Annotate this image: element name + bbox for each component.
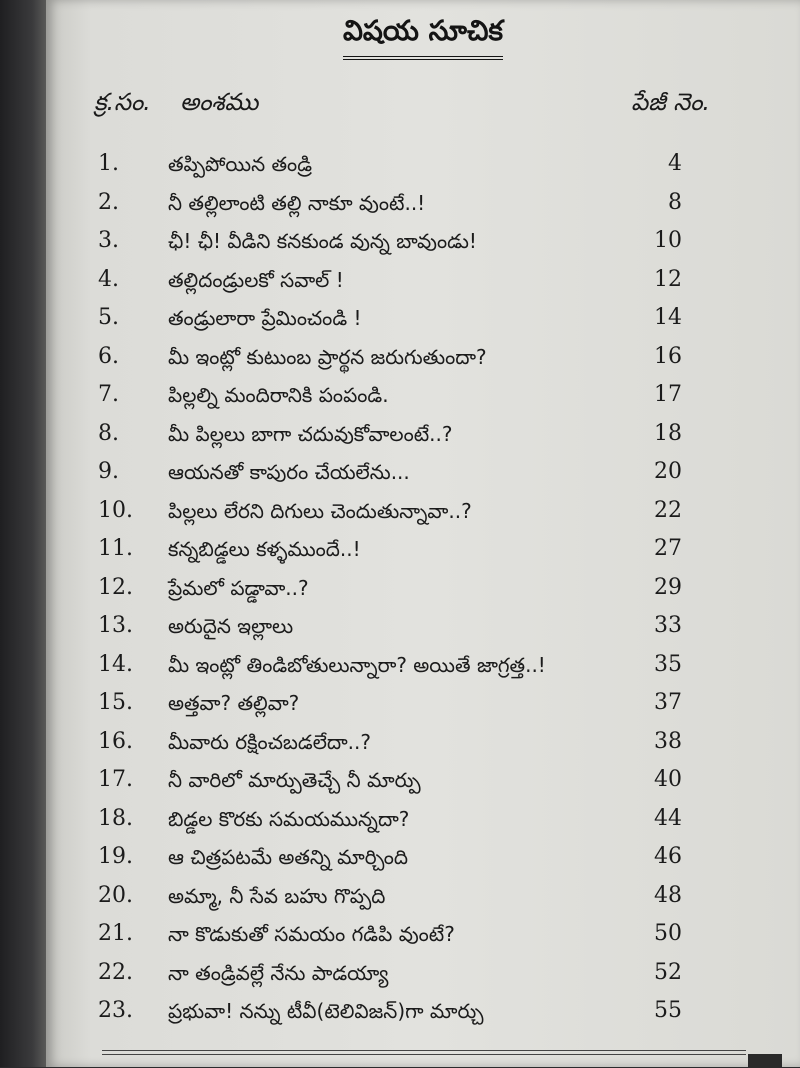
entry-page-number: 22 xyxy=(654,497,682,523)
entry-number: 13. xyxy=(98,613,133,638)
entry-page-number: 38 xyxy=(654,728,682,754)
entry-page-number: 4 xyxy=(668,151,682,176)
entry-page-number: 27 xyxy=(654,536,682,561)
entry-number: 5. xyxy=(98,305,119,330)
entry-page-number: 40 xyxy=(654,767,682,792)
entry-number: 12. xyxy=(98,574,133,600)
page-header xyxy=(46,14,800,60)
entry-topic: పిల్లల్ని మందిరానికి పంపండి. xyxy=(168,383,389,407)
entry-topic: నా కొడుకుతో సమయం గడిపి వుంటే? xyxy=(168,922,455,946)
entry-number: 15. xyxy=(98,690,133,715)
contents-row xyxy=(46,761,800,800)
contents-row xyxy=(46,299,800,338)
entry-number: 14. xyxy=(98,651,133,677)
entry-page-number: 20 xyxy=(654,459,682,484)
entry-page-number: 12 xyxy=(654,266,682,292)
book-page xyxy=(46,0,800,1067)
contents-row xyxy=(46,607,800,646)
entry-number: 21. xyxy=(98,921,133,946)
contents-row xyxy=(46,492,800,531)
entry-topic: అమ్మా, నీ సేవ బహు గొప్పది xyxy=(168,883,386,908)
contents-row xyxy=(46,684,800,723)
entry-page-number: 35 xyxy=(654,651,682,677)
entry-number: 17. xyxy=(98,767,133,792)
entry-number: 22. xyxy=(98,959,133,985)
entry-topic: పిల్లలు లేరని దిగులు చెందుతున్నావా..? xyxy=(168,498,472,523)
entry-topic: మీ పిల్లలు బాగా చదువుకోవాలంటే..? xyxy=(168,421,453,446)
entry-number: 16. xyxy=(98,728,133,754)
entry-topic: నీ వారిలో మార్పుతెచ్చే నీ మార్పు xyxy=(168,768,421,792)
footer-rule xyxy=(102,1050,746,1055)
entry-number: 7. xyxy=(98,382,119,407)
entry-page-number: 33 xyxy=(654,613,682,638)
entry-number: 8. xyxy=(98,420,119,446)
entry-topic: ఆ చిత్రపటమే అతన్ని మార్చింది xyxy=(168,845,409,869)
corner-mark xyxy=(748,1054,782,1068)
entry-number: 19. xyxy=(98,844,133,869)
entry-number: 6. xyxy=(98,343,119,369)
contents-row xyxy=(46,800,800,839)
page-title: విషయ సూచిక xyxy=(343,14,503,60)
entry-number: 18. xyxy=(98,805,133,831)
contents-row xyxy=(46,222,800,261)
contents-row xyxy=(46,954,800,993)
contents-list xyxy=(46,145,800,1031)
entry-topic: మీ ఇంట్లో తిండిబోతులున్నారా? అయితే జాగ్రత్త..! xyxy=(168,652,546,677)
entry-topic: ఆయనతో కాపురం చేయలేను... xyxy=(168,460,410,484)
contents-row xyxy=(46,838,800,877)
contents-row xyxy=(46,376,800,415)
entry-page-number: 52 xyxy=(654,959,682,985)
entry-topic: ప్రేమలో పడ్డావా..? xyxy=(168,575,309,600)
contents-row xyxy=(46,915,800,954)
entry-topic: బిడ్డల కొరకు సమయమున్నదా? xyxy=(168,806,410,831)
entry-page-number: 50 xyxy=(654,921,682,946)
entry-page-number: 10 xyxy=(654,228,682,253)
entry-topic: నీ తల్లిలాంటి తల్లి నాకూ వుంటే..! xyxy=(168,190,426,215)
entry-page-number: 37 xyxy=(654,690,682,715)
serial-header: క్ర.సం. xyxy=(94,88,151,116)
entry-page-number: 29 xyxy=(654,574,682,600)
entry-topic: మీవారు రక్షించబడలేదా..? xyxy=(168,729,372,754)
entry-topic: కన్నబిడ్డలు కళ్ళముందే..! xyxy=(168,537,361,561)
entry-topic: మీ ఇంట్లో కుటుంబ ప్రార్థన జరుగుతుందా? xyxy=(168,344,487,369)
entry-page-number: 18 xyxy=(654,420,682,446)
entry-number: 11. xyxy=(98,536,133,561)
contents-row xyxy=(46,453,800,492)
page-number-header: పేజీ నెం. xyxy=(631,88,710,116)
entry-page-number: 48 xyxy=(654,882,682,908)
entry-topic: తల్లిదండ్రులకో సవాల్ ! xyxy=(168,267,344,292)
entry-topic: అత్తవా? తల్లివా? xyxy=(168,691,300,715)
entry-number: 3. xyxy=(98,228,119,253)
entry-number: 9. xyxy=(98,459,119,484)
topic-header: అంశము xyxy=(180,88,259,116)
entry-topic: ప్రభువా! నన్ను టీవీ(టెలివిజన్)గా మార్చు xyxy=(168,999,484,1023)
contents-row xyxy=(46,877,800,916)
entry-page-number: 46 xyxy=(654,844,682,869)
entry-page-number: 8 xyxy=(668,189,682,215)
entry-topic: తండ్రులారా ప్రేమించండి ! xyxy=(168,306,362,330)
entry-topic: ఛీ! ఛీ! వీడిని కనకుండ వున్న బావుండు! xyxy=(168,229,477,253)
entry-topic: నా తండ్రివల్లే నేను పాడయ్యా xyxy=(168,960,389,985)
entry-page-number: 14 xyxy=(654,305,682,330)
entry-page-number: 55 xyxy=(654,998,682,1023)
entry-topic: అరుదైన ఇల్లాలు xyxy=(168,614,294,638)
entry-number: 20. xyxy=(98,882,133,908)
book-spine xyxy=(0,0,46,1067)
contents-row xyxy=(46,145,800,184)
entry-number: 10. xyxy=(98,497,133,523)
entry-number: 4. xyxy=(98,266,119,292)
contents-row xyxy=(46,530,800,569)
contents-row xyxy=(46,992,800,1031)
contents-row xyxy=(46,646,800,685)
contents-row xyxy=(46,261,800,300)
contents-row xyxy=(46,338,800,377)
entry-number: 2. xyxy=(98,189,119,215)
entry-page-number: 16 xyxy=(654,343,682,369)
entry-topic: తప్పిపోయిన తండ్రి xyxy=(168,152,312,176)
contents-row xyxy=(46,569,800,608)
entry-number: 23. xyxy=(98,998,133,1023)
contents-row xyxy=(46,184,800,223)
entry-number: 1. xyxy=(98,151,119,176)
contents-row xyxy=(46,415,800,454)
entry-page-number: 17 xyxy=(654,382,682,407)
contents-row xyxy=(46,723,800,762)
entry-page-number: 44 xyxy=(654,805,682,831)
